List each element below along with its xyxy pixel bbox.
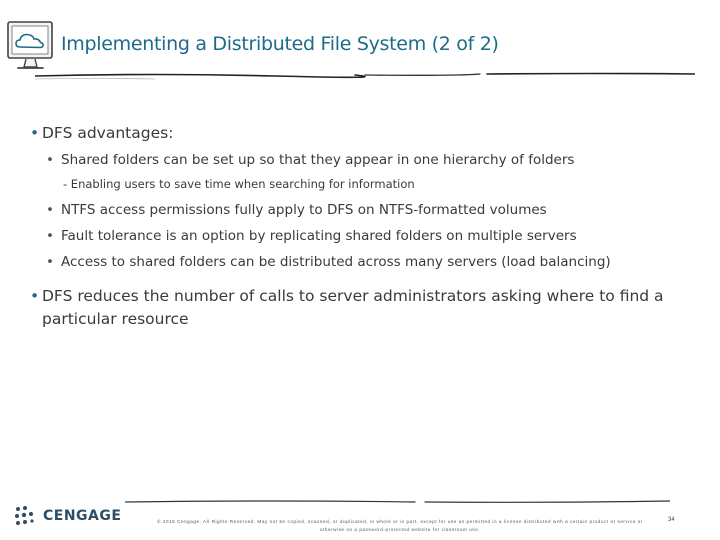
monitor-cloud-icon [6,18,56,72]
bullet-text: particular resource [42,310,189,328]
bullet-text: NTFS access permissions fully apply to DFS on NTFS-formatted volumes [61,202,547,218]
bullet-text: Fault tolerance is an option by replicating shared folders on multiple servers [61,228,577,244]
bullet-text: - Enabling users to save time when searching for information [63,177,415,191]
bullet-item [46,254,611,270]
bullet-item [30,124,173,142]
copyright-line: © 2018 Cengage. All Rights Reserved. May not be copied, scanned, or duplicated, in whole or in part, except for use as permitted in a license distributed with a certain product or service or [157,519,643,524]
bullet-text: DFS advantages: [42,124,174,142]
bullet-item [46,152,574,168]
bullet-dot-icon: • [46,152,54,168]
bullet-item [63,177,415,191]
bullet-item [46,202,547,218]
title-divider [35,68,695,82]
bullet-dot-icon: • [30,124,40,142]
bullet-text: DFS reduces the number of calls to server administrators asking where to find a [42,287,664,305]
slide-title: Implementing a Distributed File System (2 of 2) [61,33,499,55]
bullet-dot-icon: • [46,202,54,218]
bullet-item-continuation [42,310,189,328]
brand-name: CENGAGE [43,508,122,524]
bullet-item [46,228,577,244]
page-number: 34 [668,517,675,523]
copyright-notice [140,518,660,534]
cengage-logo-icon [14,505,38,527]
bullet-text: Shared folders can be set up so that they appear in one hierarchy of folders [61,152,575,168]
cengage-logo [14,505,121,527]
copyright-line: otherwise on a password-protected website for classroom use. [319,527,481,532]
bullet-dot-icon: • [46,228,54,244]
bullet-dot-icon: • [46,254,54,270]
bullet-dot-icon: • [30,287,40,305]
bullet-text: Access to shared folders can be distributed across many servers (load balancing) [61,254,611,270]
footer-divider [125,497,670,507]
bullet-item [30,287,664,305]
